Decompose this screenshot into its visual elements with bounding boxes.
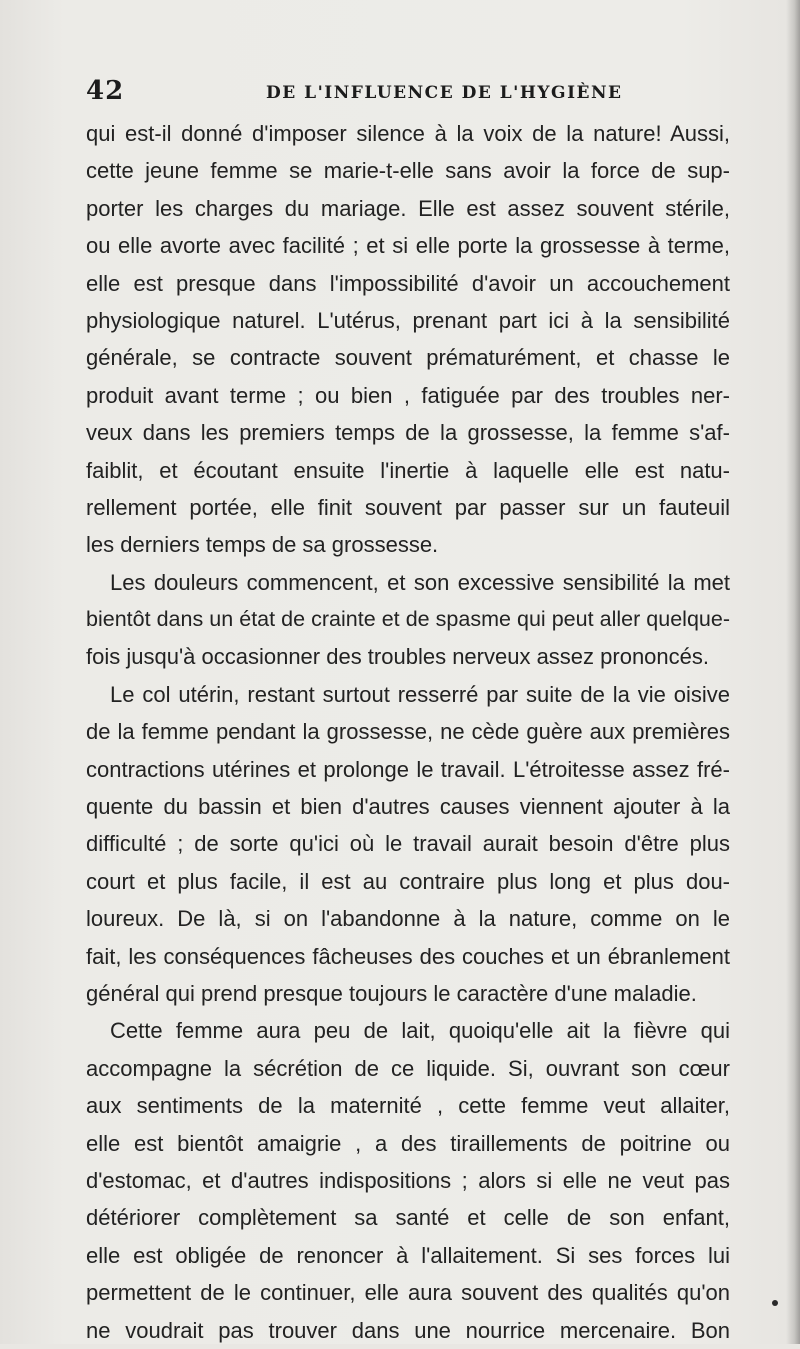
text-line: elle est bientôt amaigrie , a des tiraillements de poitrine ou [86,1130,730,1156]
running-title: DE L'INFLUENCE DE L'HYGIÈNE [266,83,623,103]
body-text [86,115,730,1349]
text-line: Les douleurs commencent, et son excessive sensibilité la met [110,569,730,595]
text-line: loureux. De là, si on l'abandonne à la nature, comme on le [86,906,730,932]
text-line: Cette femme aura peu de lait, quoiqu'elle ait la fièvre qui [110,1018,730,1044]
paragraph-2 [86,564,730,676]
text-line: elle est presque dans l'impossibilité d'avoir un accouchement [86,270,730,296]
text-line: fois jusqu'à occasionner des troubles nerveux assez prononcés. [86,644,710,670]
text-line: produit avant terme ; ou bien , fatiguée par des troubles ner- [86,382,730,408]
text-line: rellement portée, elle finit souvent par passer sur un fauteuil [86,494,730,520]
text-line: bientôt dans un état de crainte et de spasme qui peut aller quelque- [86,607,730,632]
text-line: cette jeune femme se marie-t-elle sans avoir la force de sup- [86,158,730,184]
text-line: aux sentiments de la maternité , cette femme veut allaiter, [86,1093,730,1119]
print-speck [772,1300,778,1306]
text-line: Le col utérin, restant surtout resserré par suite de la vie oisive [110,681,730,707]
text-line: court et plus facile, il est au contraire plus long et plus dou- [86,868,730,894]
paragraph-3 [86,676,730,1013]
text-line: fait, les conséquences fâcheuses des couches et un ébranlement [86,943,730,969]
text-line: générale, se contracte souvent prématurément, et chasse le [86,345,730,371]
text-line: permettent de le continuer, elle aura souvent des qualités qu'on [86,1280,730,1306]
text-line: contractions utérines et prolonge le travail. L'étroitesse assez fré- [86,756,730,782]
text-line: d'estomac, et d'autres indispositions ; alors si elle ne veut pas [86,1167,730,1193]
paragraph-4 [86,1012,730,1349]
text-line: faiblit, et écoutant ensuite l'inertie à laquelle elle est natu- [86,457,730,483]
text-line: quente du bassin et bien d'autres causes viennent ajouter à la [86,794,730,820]
text-line: veux dans les premiers temps de la grossesse, la femme s'af- [86,420,730,446]
text-line: de la femme pendant la grossesse, ne cède guère aux premières [86,719,730,745]
text-line: détériorer complètement sa santé et celle de son enfant, [86,1205,730,1231]
paragraph-1 [86,115,730,564]
text-line: ne voudrait pas trouver dans une nourrice mercenaire. Bon [86,1317,730,1343]
text-line: elle est obligée de renoncer à l'allaitement. Si ses forces lui [86,1242,730,1268]
page-number: 42 [86,76,125,106]
page-edge-shadow [786,0,800,1344]
text-line: ou elle avorte avec facilité ; et si elle porte la grossesse à terme, [86,233,730,259]
page-header [86,76,726,110]
text-line: qui est-il donné d'imposer silence à la voix de la nature! Aussi, [86,121,730,146]
text-line: accompagne la sécrétion de ce liquide. Si, ouvrant son cœur [86,1055,730,1081]
text-line: difficulté ; de sorte qu'ici où le travail aurait besoin d'être plus [86,831,730,857]
text-line: physiologique naturel. L'utérus, prenant part ici à la sensibilité [86,307,730,333]
text-line: général qui prend presque toujours le caractère d'une maladie. [86,980,697,1006]
text-line: porter les charges du mariage. Elle est assez souvent stérile, [86,195,730,221]
text-line: les derniers temps de sa grossesse. [86,532,439,558]
